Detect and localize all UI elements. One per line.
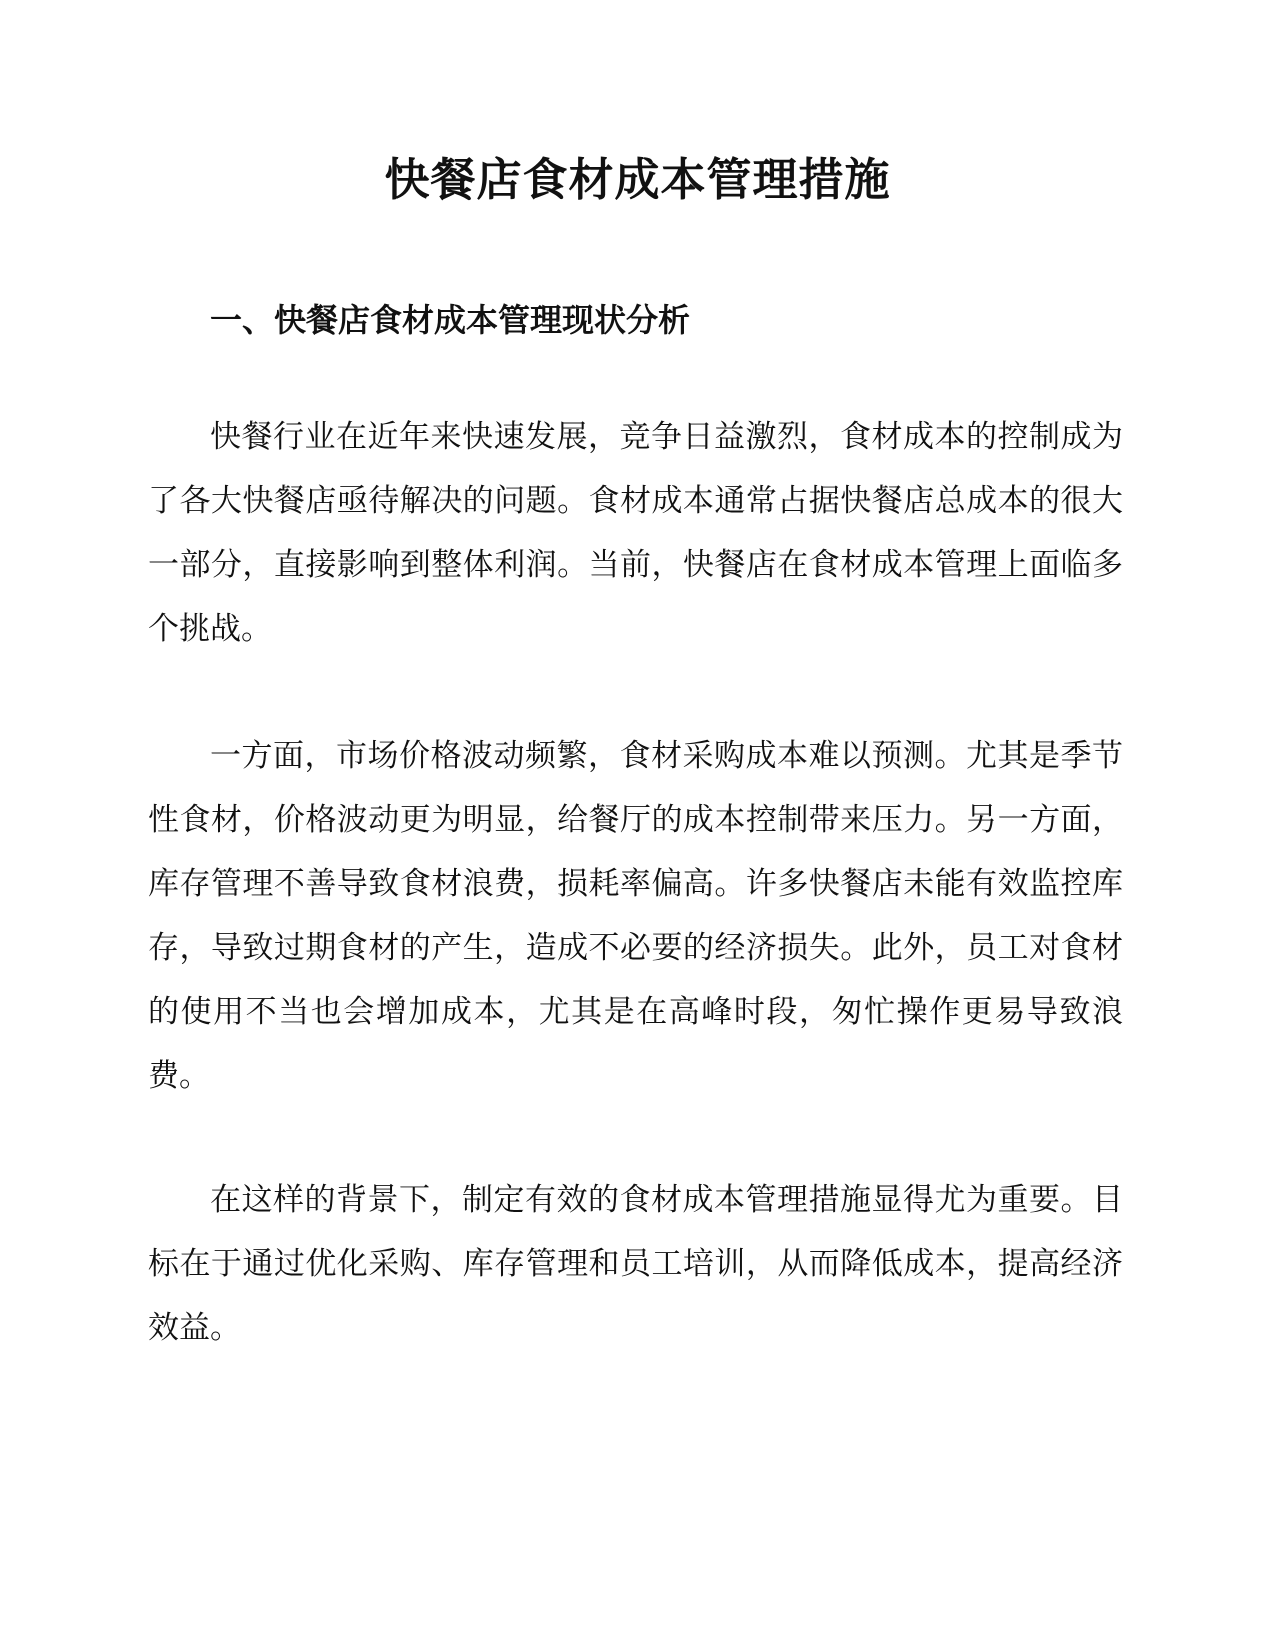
section-heading: 一、快餐店食材成本管理现状分析 — [210, 301, 691, 339]
paragraph-challenges: 一方面，市场价格波动频繁，食材采购成本难以预测。尤其是季节性食材，价格波动更为明显，给餐厅的成本控制带来压力。另一方面，库存管理不善导致食材浪费，损耗率偏高。许多快餐店未能有效监控库存，导致过期食材的产生，造成不必要的经济损失。此外，员工对食材的使用不当也会增加成本，尤其是在高峰时段，匆忙操作更易导致浪费。 — [148, 738, 1123, 1094]
paragraph-goal: 在这样的背景下，制定有效的食材成本管理措施显得尤为重要。目标在于通过优化采购、库存管理和员工培训，从而降低成本，提高经济效益。 — [148, 1182, 1123, 1346]
paragraph-current-status: 快餐行业在近年来快速发展，竞争日益激烈，食材成本的控制成为了各大快餐店亟待解决的问题。食材成本通常占据快餐店总成本的很大一部分，直接影响到整体利润。当前，快餐店在食材成本管理上面临多个挑战。 — [148, 419, 1123, 647]
document-title: 快餐店食材成本管理措施 — [384, 153, 891, 206]
